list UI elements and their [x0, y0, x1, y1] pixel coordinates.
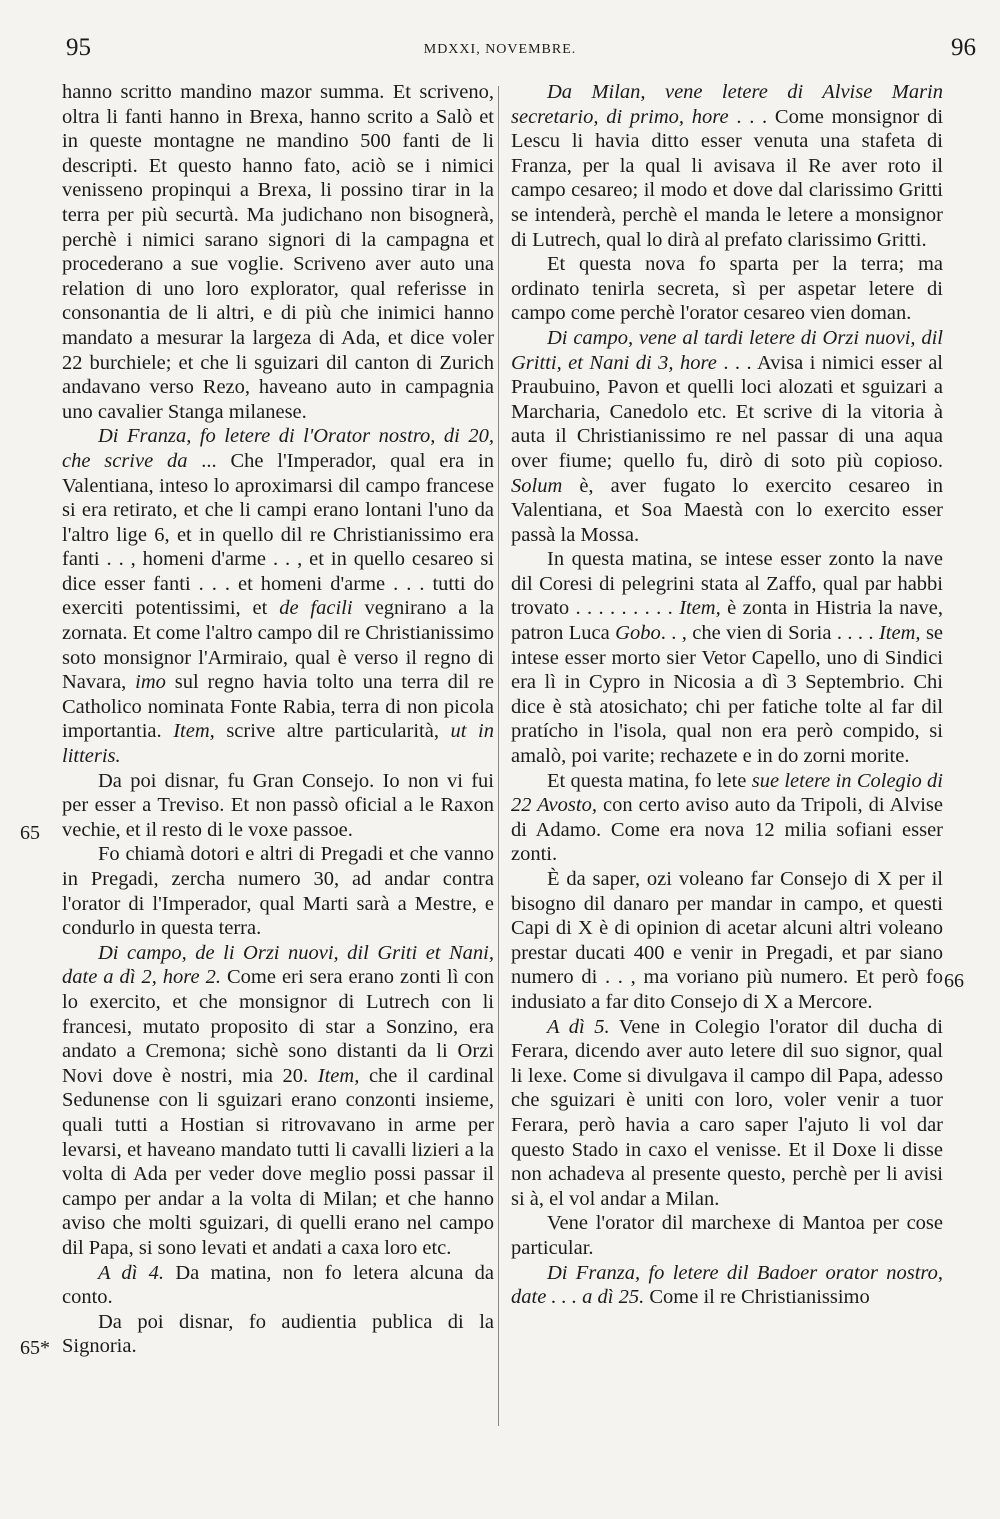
- paragraph: [62, 1261, 494, 1310]
- italic-heading: A dì 5.: [547, 1015, 610, 1038]
- left-column: [62, 80, 494, 1359]
- paragraph: hanno scritto mandino mazor summa. Et scriveno, oltra li fanti hanno in Brexa, hanno scrito a Salò et in queste montagne ne mandino 500 fanti de li descripti. Et questo hanno fato, aciò se i nimici venisseno propinqui a Brexa, li possino tirar in la terra per più securtà. Ma judichano non bisognerà, perchè i nimici sarano signori di la campagna et procederano a sue voglie. Scriveno aver auto una relation di uno loro explorator, qual referisse in consonantia de li altri, e di più che inimici hanno mandato a mesurar la largeza di Ada, et dice voler 22 burchiele; et che li sguizari dil canton di Zurich andavano verso Rezo, haveano auto in campagnia uno cavalier Stanga milanese.: [62, 81, 494, 423]
- text-run: Et questa matina, fo lete: [547, 769, 747, 792]
- paragraph: [511, 1015, 943, 1212]
- italic-phrase: ut in litteris.: [62, 720, 494, 768]
- text-run: Come il re Christianissimo: [649, 1286, 870, 1309]
- paragraph: [511, 547, 943, 768]
- text-run: In questa matina, se intese esser zonto la nave dil Coresi di pelegrini stata al Zaffo, qual par habbi trovato . . . . . . . . .: [511, 548, 943, 620]
- italic-phrase: Item,: [878, 622, 921, 645]
- italic-heading: Da Milan, vene letere di Alvise Marin secretario, di primo, hore: [511, 81, 943, 128]
- margin-number-66: 66: [944, 970, 964, 992]
- paragraph: [511, 80, 943, 252]
- italic-heading: Di Franza, fo letere di l'Orator nostro, di 20, che scrive da: [62, 425, 494, 472]
- paragraph: [511, 769, 943, 867]
- text-run: Vene in Colegio l'orator dil ducha di Ferara, dicendo aver auto letere dil suo signor, qual li lexe. Come si divulgava il campo dil Papa, adesso che sguizari è uniti con loro, voler venir a tuor Ferara, però havia a caro saper l'ajuto li vol dar questo Stado in caxo el venisse. Et il Doxe li disse non achadeva al presente questo, perchè per li avisi si à, el vol andar a Milan.: [511, 1015, 943, 1210]
- paragraph: [511, 1261, 943, 1310]
- page-number-right: 96: [951, 34, 976, 61]
- italic-phrase: Item,: [317, 1064, 360, 1087]
- paragraph: Fo chiamà dotori e altri di Pregadi et che vanno in Pregadi, zercha numero 30, ad andar contra l'orator di l'Imperador, qual Marti sarà a Mestre, e condurlo in questa terra.: [62, 843, 494, 940]
- text-run: è, aver fugato lo exercito cesareo in Valentiana, et Soa Maestà con lo exercito esser passà la Mossa.: [511, 474, 943, 546]
- italic-phrase: sue letere in Colegio di 22 Avosto,: [511, 769, 943, 817]
- right-column: [511, 80, 943, 1310]
- text-run: Come eri sera erano zonti lì con lo exercito, et che monsignor di Lutrech con li francesi, mutato proposito di star a Sonzino, era andato a Cremona; sichè sono distanti da li Orzi Novi dove è nostri, mia 20.: [62, 966, 494, 1087]
- paragraph: Da poi disnar, fu Gran Consejo. Io non vi fui per esser a Treviso. Et non passò oficial a le Raxon vechie, et il resto di le voxe passoe.: [62, 769, 494, 841]
- text-run: sul regno havia tolto una terra dil re Catholico nominata Fonte Rabia, terra di non picola importantia.: [62, 671, 495, 743]
- paragraph: [62, 941, 494, 1261]
- paragraph: Et questa nova fo sparta per la terra; ma ordinato tenirla secreta, sì per aspetar letere di campo come perchè l'orator cesareo vien doman.: [511, 253, 943, 325]
- text-run: è zonta in Histria la nave, patron Luca: [511, 597, 943, 645]
- italic-phrase: de facili: [279, 597, 353, 620]
- page-number-left: 95: [66, 34, 91, 61]
- paragraph: Vene l'orator dil marchexe di Mantoa per cose particular.: [511, 1212, 943, 1259]
- text-run: ... Che l'Imperador, qual era in Valentiana, inteso lo aproximarsi dil campo francese si era retirato, et che li campi erano lontani l'uno da l'altro lige 6, et in quello dil re Christianissimo era fanti . . , homeni d'arme . . , et in quello cesareo si dice esser fanti . . . et homeni d'arme . . . tutti do exerciti potentissimi, et: [62, 449, 494, 620]
- text-run: scrive altre particularità,: [226, 720, 439, 743]
- text-run: che il cardinal Sedunense con li sguizari erano conzonti insieme, quali tutti a Hostian si ritrovavano in arme per levarsi, et haveano mandato tutti li cavalli lizieri a la volta di Ada per veder dove meglio possi passar il campo per andar a la volta di Milan; et che hanno aviso che molti sguizari, di quelli erano nel campo dil Papa, si sono levati et andati a caxa loro etc.: [62, 1064, 494, 1259]
- italic-phrase: Item,: [679, 597, 721, 620]
- column-divider: [498, 86, 499, 1426]
- italic-heading: Di campo, de li Orzi nuovi, dil Griti et Nani, date a dì 2, hore 2.: [62, 941, 494, 989]
- margin-number-65: 65: [20, 822, 40, 844]
- running-title: MDXXI, NOVEMBRE.: [423, 42, 577, 57]
- italic-heading: Di campo, vene al tardi letere di Orzi nuovi, dil Gritti, et Nani di 3, hore: [511, 326, 943, 374]
- text-run: vegnirano a la zornata. Et come l'altro campo dil re Christianissimo soto monsignor l'Armiraio, qual è verso il regno di Navara,: [62, 597, 495, 694]
- italic-phrase: imo: [135, 671, 166, 694]
- text-run: . . . Avisa i nimici esser al Praubuino, Pavon et quelli loci alozati et sguizari a Marcharia, Canedolo etc. Et scrive di la vitoria à auta il Christianissimo re nel passar di una aqua over fiume; quello fu, dirò di soto più copioso.: [511, 351, 943, 472]
- text-run: . . . Come monsignor di Lescu li havia ditto esser venuta una stafeta di Franza, per la qual li avisava il Re aver roto il campo cesareo; il modo et dove dal clarissimo Gritti se intenderà, perchè el manda le letere a monsignor di Lutrech, qual lo dirà al prefato clarissimo Gritti.: [511, 105, 944, 251]
- text-run: se intese esser morto sier Vetor Capello, uno di Sindici era lì in Cypro in Nicosia a dì 3 Septembrio. Chi dice è stà atosichato; chi per fatiche tolte al far dil pratícho in l'isola, qual non era però compido, si amalò, poi varite; rechazete e in do zorni morite.: [511, 622, 944, 768]
- paragraph: Da poi disnar, fo audientia publica di la Signoria.: [62, 1310, 494, 1358]
- italic-phrase: Gobo: [615, 622, 661, 645]
- margin-number-65-star: 65*: [20, 1337, 50, 1359]
- italic-heading: A dì 4.: [98, 1261, 165, 1284]
- text-run: . . , che vien di Soria . . . .: [660, 622, 874, 645]
- paragraph: [62, 424, 494, 768]
- paragraph: È da saper, ozi voleano far Consejo di X per il bisogno dil danaro per mandar in campo, et questi Capi di X è di opinion di acetar alcuni altri voleano prestar ducati 400 e venir in Pregadi, et par siano numero di . . , ma voriano più numero. Et però fo indusiato a far dito Consejo di X a Mercore.: [511, 868, 943, 1013]
- italic-phrase: Item,: [173, 720, 215, 743]
- italic-phrase: Solum: [511, 474, 563, 497]
- text-run: con certo aviso auto da Tripoli, di Alvise di Adamo. Come era nova 12 milia sofiani esser zonti.: [511, 794, 943, 866]
- italic-heading: Di Franza, fo letere dil Badoer orator nostro, date . . . a dì 25.: [511, 1261, 943, 1309]
- text-run: Da matina, non fo letera alcuna da conto.: [62, 1261, 495, 1309]
- paragraph: [511, 326, 943, 547]
